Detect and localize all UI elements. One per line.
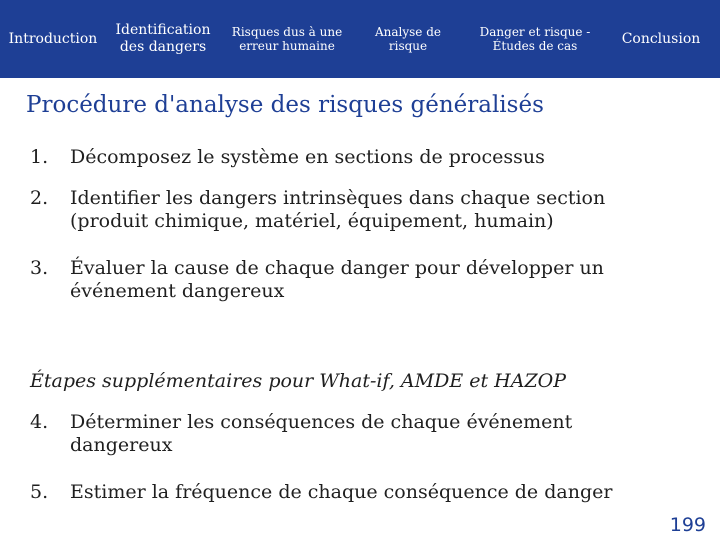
nav-tab-etudes-de-cas[interactable] xyxy=(470,0,600,78)
step-number: 3. xyxy=(30,257,49,279)
step-number: 5. xyxy=(30,481,49,503)
step-text: Estimer la fréquence de chaque conséquence de danger xyxy=(70,481,613,503)
nav-tab-label: Introduction xyxy=(8,30,98,47)
step-text: Décomposez le système en sections de processus xyxy=(70,146,545,168)
step-text: Identifier les dangers intrinsèques dans chaque section (produit chimique, matériel, équipement, humain) xyxy=(70,187,606,233)
page-number: 199 xyxy=(669,514,706,536)
step-text: Évaluer la cause de chaque danger pour développer un événement dangereux xyxy=(70,257,604,303)
nav-tab-label: Danger et risque - Études de cas xyxy=(479,24,591,53)
nav-tab-analyse-de-risque[interactable] xyxy=(360,0,456,78)
step-number: 2. xyxy=(30,187,49,209)
additional-steps-subheading: Étapes supplémentaires pour What-if, AMDE et HAZOP xyxy=(30,370,567,392)
top-navigation-bar xyxy=(0,0,720,78)
step-number: 1. xyxy=(30,146,49,168)
nav-tab-label: Risques dus à une erreur humaine xyxy=(231,24,343,53)
nav-tab-label: Identification des dangers xyxy=(115,22,211,55)
step-text: Déterminer les conséquences de chaque événement dangereux xyxy=(70,411,573,457)
nav-tab-introduction[interactable] xyxy=(0,0,106,78)
nav-tab-conclusion[interactable] xyxy=(608,0,714,78)
nav-tab-risques-erreur-humaine[interactable] xyxy=(222,0,352,78)
nav-tab-label: Analyse de risque xyxy=(374,24,442,53)
nav-tab-identification-des-dangers[interactable] xyxy=(108,0,218,78)
step-number: 4. xyxy=(30,411,49,433)
nav-tab-label: Conclusion xyxy=(621,30,701,47)
slide-title: Procédure d'analyse des risques généralisés xyxy=(26,92,544,118)
